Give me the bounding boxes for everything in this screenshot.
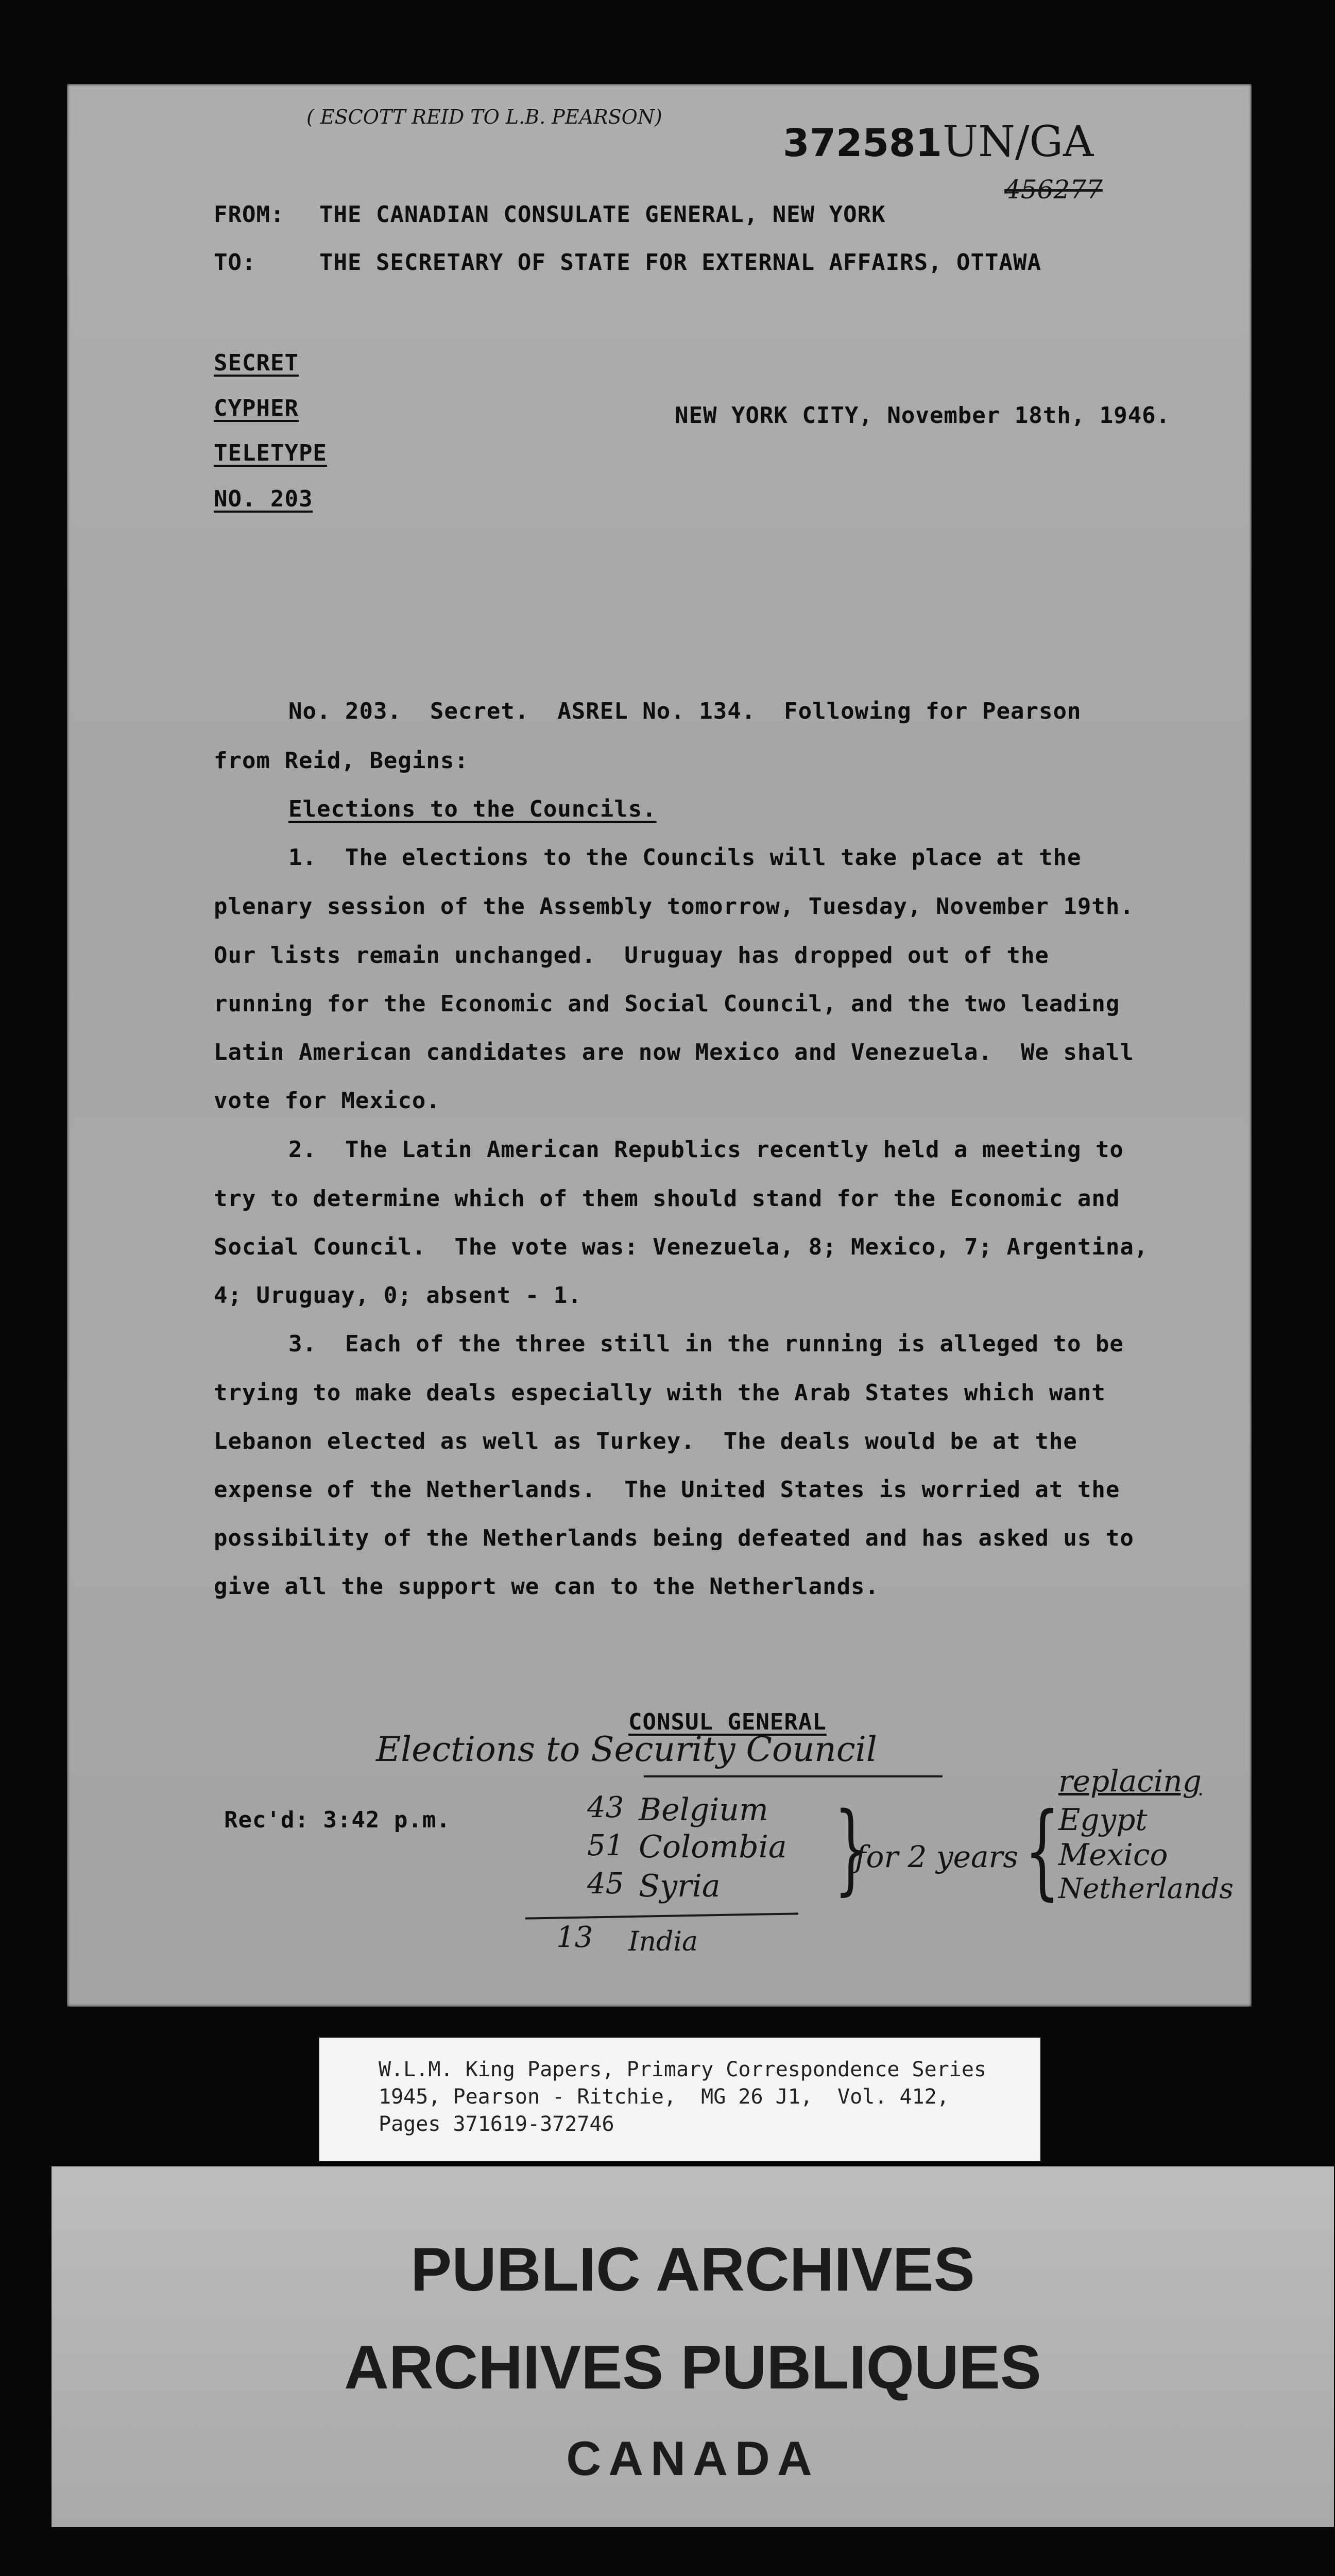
annotation-title-underline <box>644 1775 943 1777</box>
vote-country: Belgium <box>639 1792 768 1828</box>
file-number: 372581 <box>783 121 942 165</box>
paragraph-line: trying to make deals especially with the Arab States which want <box>214 1380 1106 1406</box>
vote-count: 13 <box>556 1921 593 1954</box>
archive-line-english: PUBLIC ARCHIVES <box>410 2235 975 2304</box>
brace-icon: } <box>834 1791 868 1905</box>
annotation-title: Elections to Security Council <box>376 1730 877 1769</box>
archive-stamp <box>52 2166 1334 2527</box>
paragraph-line: 2. The Latin American Republics recently held a meeting to <box>288 1137 1124 1163</box>
paragraph-line: give all the support we can to the Netherlands. <box>214 1573 880 1600</box>
vote-divider <box>525 1912 798 1919</box>
paragraph-line: Our lists remain unchanged. Uruguay has dropped out of the <box>214 942 1049 969</box>
term-note: for 2 years <box>855 1839 1019 1874</box>
paragraph-line: running for the Economic and Social Council, and the two leading <box>214 991 1120 1017</box>
paragraph-line: plenary session of the Assembly tomorrow, Tuesday, November 19th. <box>214 893 1134 920</box>
vote-count: 43 <box>587 1791 624 1824</box>
vote-country: Colombia <box>639 1829 787 1865</box>
from-value: THE CANADIAN CONSULATE GENERAL, NEW YORK <box>319 201 886 228</box>
paragraph-line: 3. Each of the three still in the running is alleged to be <box>288 1331 1124 1357</box>
received-time: Rec'd: 3:42 p.m. <box>224 1807 451 1833</box>
paragraph-line: try to determine which of them should stand for the Economic and <box>214 1185 1120 1212</box>
citation-line: Pages 371619-372746 <box>379 2112 614 2136</box>
paragraph-line: vote for Mexico. <box>214 1088 440 1114</box>
paragraph-line: Social Council. The vote was: Venezuela, 8; Mexico, 7; Argentina, <box>214 1234 1149 1260</box>
citation-line: W.L.M. King Papers, Primary Correspondence Series <box>379 2058 987 2081</box>
intro-line: No. 203. Secret. ASREL No. 134. Following for Pearson <box>288 698 1082 724</box>
classification-cypher: CYPHER <box>214 395 299 421</box>
paragraph-line: expense of the Netherlands. The United States is worried at the <box>214 1477 1120 1503</box>
paragraph-line: 4; Uruguay, 0; absent - 1. <box>214 1282 582 1309</box>
to-label: TO: <box>214 249 256 276</box>
telegram-sheet <box>67 84 1252 2007</box>
vote-country: Syria <box>639 1868 721 1904</box>
replaced-country: Netherlands <box>1058 1872 1234 1905</box>
paragraph-line: possibility of the Netherlands being defeated and has asked us to <box>214 1525 1134 1551</box>
citation-line: 1945, Pearson - Ritchie, MG 26 J1, Vol. 412, <box>379 2085 949 2109</box>
replaced-country: Mexico <box>1058 1837 1168 1872</box>
replaced-country: Egypt <box>1058 1802 1148 1837</box>
from-label: FROM: <box>214 201 285 228</box>
struck-number: 456277 <box>1004 175 1103 205</box>
archive-line-country: CANADA <box>566 2431 819 2485</box>
paragraph-line: Latin American candidates are now Mexico and Venezuela. We shall <box>214 1039 1134 1065</box>
brace-icon: { <box>1024 1791 1060 1911</box>
paragraph-line: 1. The elections to the Councils will take place at the <box>288 844 1082 871</box>
replacing-label: replacing <box>1058 1764 1202 1799</box>
vote-count: 45 <box>587 1867 624 1901</box>
classification-secret: SECRET <box>214 350 299 376</box>
handwritten-header: ( ESCOTT REID TO L.B. PEARSON) <box>306 106 662 128</box>
intro-line: from Reid, Begins: <box>214 748 469 774</box>
vote-country: India <box>628 1926 698 1957</box>
archive-line-french: ARCHIVES PUBLIQUES <box>344 2333 1041 2402</box>
classification-number: NO. 203 <box>214 486 313 512</box>
vote-count: 51 <box>587 1829 624 1862</box>
dateline: NEW YORK CITY, November 18th, 1946. <box>675 402 1171 429</box>
file-code: UN/GA <box>943 117 1094 166</box>
to-value: THE SECRETARY OF STATE FOR EXTERNAL AFFAIRS, OTTAWA <box>319 249 1042 276</box>
classification-teletype: TELETYPE <box>214 440 327 466</box>
signature: CONSUL GENERAL <box>628 1709 827 1735</box>
citation-slip <box>319 2038 1040 2161</box>
paragraph-line: Lebanon elected as well as Turkey. The deals would be at the <box>214 1428 1077 1454</box>
section-heading: Elections to the Councils. <box>288 796 657 822</box>
